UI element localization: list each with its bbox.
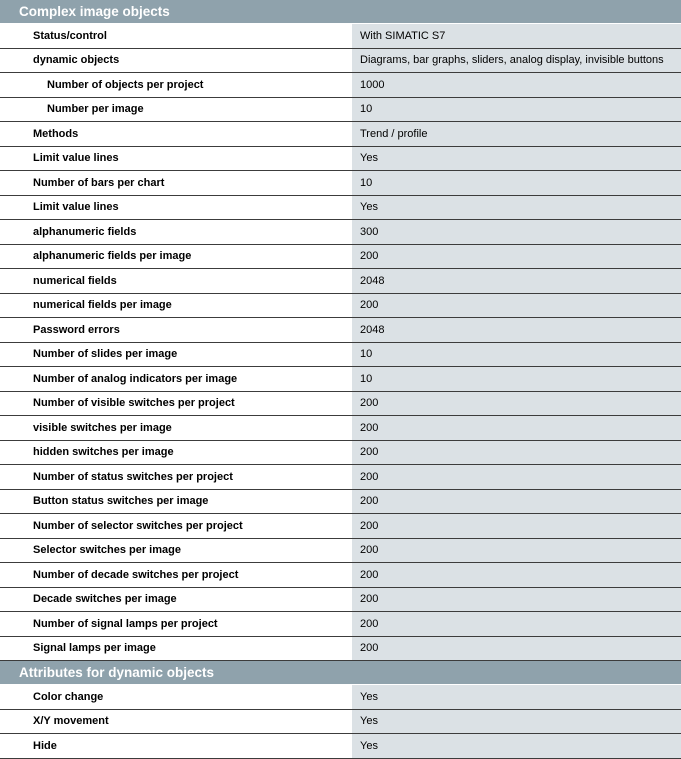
row-value: 200 — [352, 637, 681, 661]
table-row — [0, 563, 681, 588]
row-value: 2048 — [352, 269, 681, 293]
section-rows — [0, 24, 681, 661]
row-value: 200 — [352, 465, 681, 489]
table-row — [0, 392, 681, 417]
table-row — [0, 196, 681, 221]
table-row — [0, 269, 681, 294]
row-label: Password errors — [0, 318, 352, 342]
row-label: Number of signal lamps per project — [0, 612, 352, 636]
table-row — [0, 49, 681, 74]
row-value: 200 — [352, 294, 681, 318]
table-row — [0, 612, 681, 637]
row-value: 200 — [352, 441, 681, 465]
table-row — [0, 24, 681, 49]
row-value: Yes — [352, 710, 681, 734]
row-label: Limit value lines — [0, 147, 352, 171]
row-value: 200 — [352, 612, 681, 636]
table-row — [0, 220, 681, 245]
row-label: alphanumeric fields — [0, 220, 352, 244]
table-row — [0, 490, 681, 515]
table-row — [0, 294, 681, 319]
row-label: visible switches per image — [0, 416, 352, 440]
row-label: numerical fields per image — [0, 294, 352, 318]
table-row — [0, 539, 681, 564]
row-value: 300 — [352, 220, 681, 244]
row-label: Number of analog indicators per image — [0, 367, 352, 391]
table-row — [0, 122, 681, 147]
section-rows — [0, 685, 681, 759]
row-label: X/Y movement — [0, 710, 352, 734]
row-label: numerical fields — [0, 269, 352, 293]
row-value: Yes — [352, 685, 681, 709]
table-row — [0, 343, 681, 368]
row-label: Methods — [0, 122, 352, 146]
row-label: Decade switches per image — [0, 588, 352, 612]
row-label: Number of objects per project — [0, 73, 352, 97]
row-label: Number per image — [0, 98, 352, 122]
row-label: Number of selector switches per project — [0, 514, 352, 538]
row-value: Yes — [352, 147, 681, 171]
row-label: hidden switches per image — [0, 441, 352, 465]
row-label: Selector switches per image — [0, 539, 352, 563]
table-row — [0, 73, 681, 98]
row-value: 10 — [352, 171, 681, 195]
section-attributes-dynamic-objects — [0, 661, 681, 759]
row-value: 200 — [352, 539, 681, 563]
section-header: Attributes for dynamic objects — [0, 661, 681, 685]
table-row — [0, 588, 681, 613]
row-label: Number of decade switches per project — [0, 563, 352, 587]
row-value: Yes — [352, 196, 681, 220]
table-row — [0, 245, 681, 270]
row-value: 200 — [352, 416, 681, 440]
section-header: Complex image objects — [0, 0, 681, 24]
row-label: Number of visible switches per project — [0, 392, 352, 416]
row-label: Button status switches per image — [0, 490, 352, 514]
row-label: Limit value lines — [0, 196, 352, 220]
row-label: dynamic objects — [0, 49, 352, 73]
row-value: 200 — [352, 392, 681, 416]
table-row — [0, 171, 681, 196]
row-label: Hide — [0, 734, 352, 758]
row-label: Status/control — [0, 24, 352, 48]
row-label: alphanumeric fields per image — [0, 245, 352, 269]
row-value: Yes — [352, 734, 681, 758]
table-row — [0, 98, 681, 123]
table-row — [0, 318, 681, 343]
table-row — [0, 465, 681, 490]
row-value: 2048 — [352, 318, 681, 342]
row-label: Signal lamps per image — [0, 637, 352, 661]
table-row — [0, 147, 681, 172]
row-label: Color change — [0, 685, 352, 709]
table-row — [0, 710, 681, 735]
row-label: Number of bars per chart — [0, 171, 352, 195]
row-label: Number of status switches per project — [0, 465, 352, 489]
row-label: Number of slides per image — [0, 343, 352, 367]
row-value: 10 — [352, 367, 681, 391]
row-value: 200 — [352, 563, 681, 587]
row-value: With SIMATIC S7 — [352, 24, 681, 48]
row-value: 10 — [352, 98, 681, 122]
table-row — [0, 514, 681, 539]
table-row — [0, 416, 681, 441]
table-row — [0, 441, 681, 466]
row-value: 200 — [352, 588, 681, 612]
row-value: 10 — [352, 343, 681, 367]
row-value: Diagrams, bar graphs, sliders, analog display, invisible buttons — [352, 49, 681, 73]
row-value: 200 — [352, 514, 681, 538]
row-value: 200 — [352, 245, 681, 269]
row-value: Trend / profile — [352, 122, 681, 146]
row-value: 1000 — [352, 73, 681, 97]
table-row — [0, 367, 681, 392]
row-value: 200 — [352, 490, 681, 514]
table-row — [0, 685, 681, 710]
table-row — [0, 637, 681, 662]
